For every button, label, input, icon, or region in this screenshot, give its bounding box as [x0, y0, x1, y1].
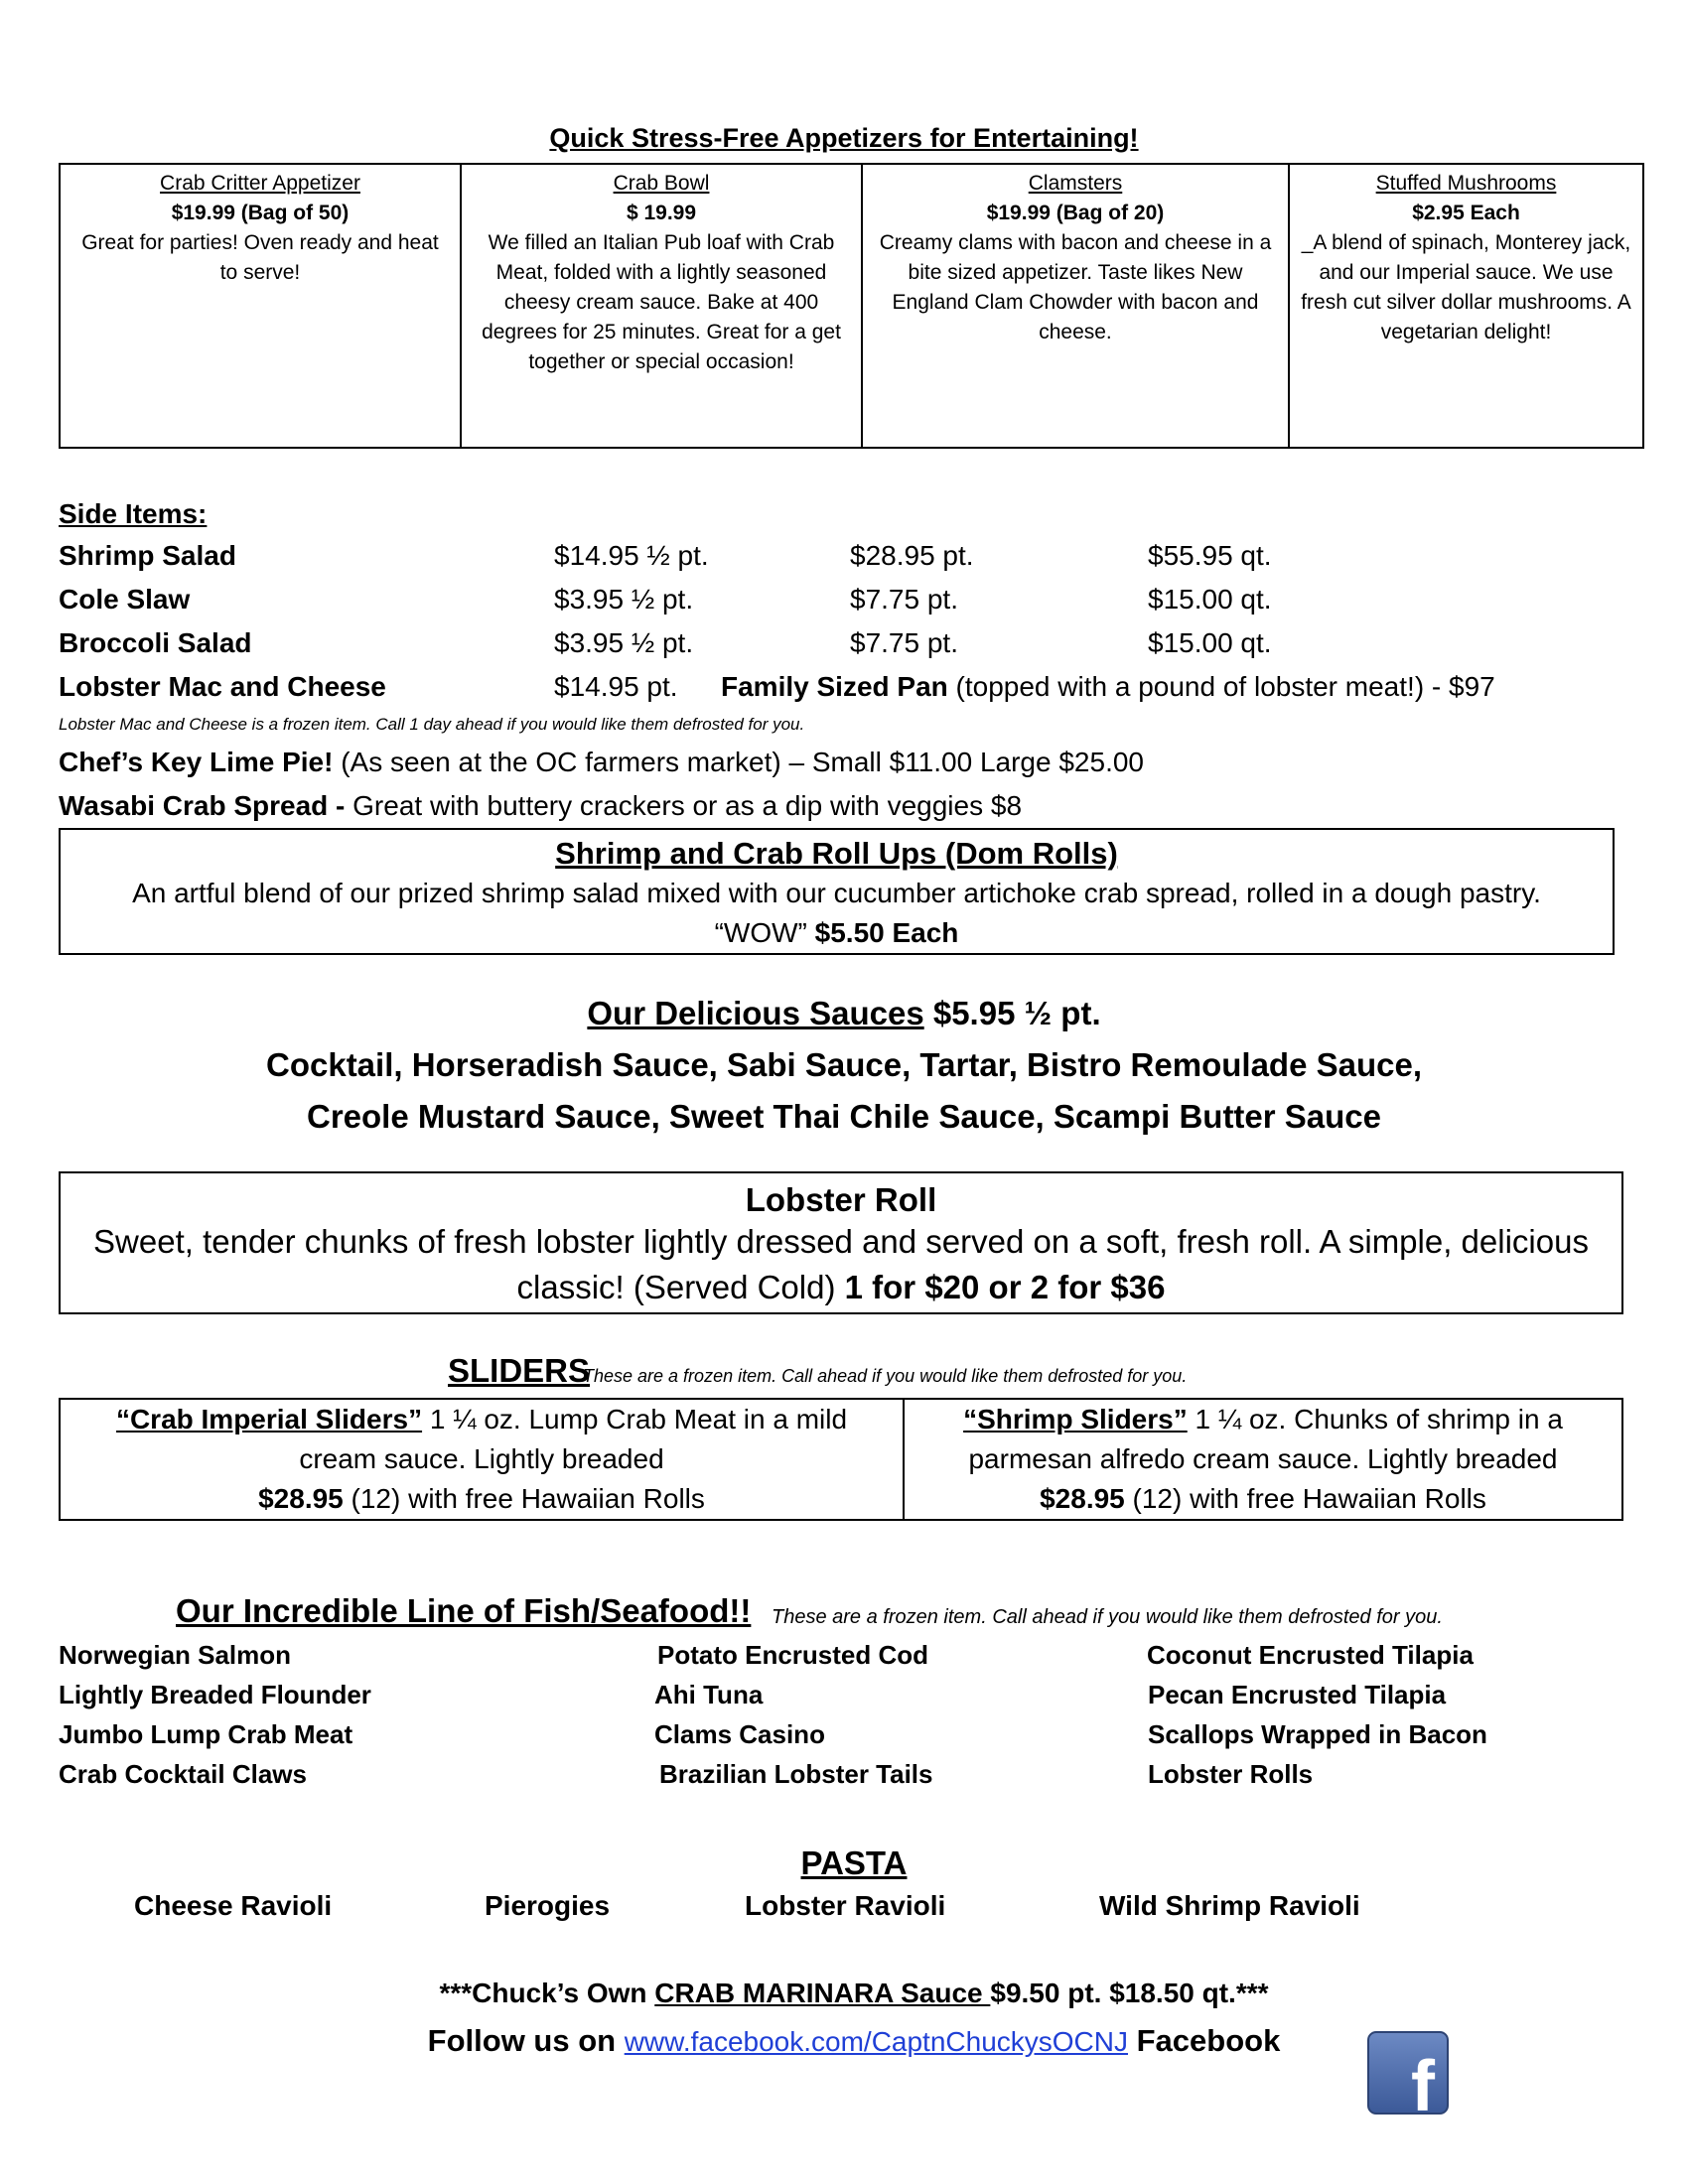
appetizers-title: Quick Stress-Free Appetizers for Entertaining! [549, 123, 1139, 153]
facebook-link[interactable]: www.facebook.com/CaptnChuckysOCNJ [624, 2026, 1128, 2057]
side-item-name: Shrimp Salad [59, 540, 236, 571]
appetizer-name: Crab Bowl [613, 172, 710, 195]
dom-rolls-box [59, 828, 1615, 955]
pasta-heading: PASTA [800, 1844, 908, 1881]
fish-item: Crab Cocktail Claws [59, 1759, 307, 1789]
side-item-row-mac [59, 671, 1667, 715]
fish-heading: Our Incredible Line of Fish/Seafood!! [176, 1592, 752, 1629]
side-item-quart-price: $55.95 qt. [1148, 540, 1272, 571]
slider-suffix: (12) with free Hawaiian Rolls [343, 1483, 705, 1514]
lobster-roll-price: 1 for $20 or 2 for $36 [844, 1269, 1166, 1305]
side-item-half-price: $3.95 ½ pt. [554, 584, 694, 614]
sauces-list-line: Cocktail, Horseradish Sauce, Sabi Sauce, Tartar, Bistro Remoulade Sauce, [266, 1046, 1422, 1083]
fish-item: Pecan Encrusted Tilapia [1148, 1680, 1447, 1709]
side-item-quart-price: $15.00 qt. [1148, 584, 1272, 614]
side-item-quart-price: $15.00 qt. [1148, 627, 1272, 658]
dom-rolls-desc: An artful blend of our prized shrimp salad mixed with our cucumber artichoke crab spread, rolled in a dough pastry. “WOW” [132, 878, 1541, 948]
lobster-mac-note: Lobster Mac and Cheese is a frozen item. Call 1 day ahead if you would like them defrosted for you. [59, 715, 805, 734]
appetizer-cell [60, 164, 461, 448]
key-lime-desc: (As seen at the OC farmers market) – Small $11.00 Large $25.00 [333, 747, 1144, 777]
lobster-roll-desc: Sweet, tender chunks of fresh lobster lightly dressed and served on a soft, fresh roll. A simple, delicious classic! (Served Cold) [93, 1223, 1589, 1305]
key-lime-pie-line [59, 747, 1144, 778]
side-item-name: Lobster Mac and Cheese [59, 671, 386, 702]
side-items-heading: Side Items: [59, 498, 208, 529]
sauces-list-line: Creole Mustard Sauce, Sweet Thai Chile Sauce, Scampi Butter Sauce [306, 1098, 1382, 1135]
dom-rolls-desc-wrap [61, 874, 1613, 953]
marinara-price: $9.50 pt. $18.50 qt.*** [990, 1978, 1269, 2008]
wasabi-desc: Great with buttery crackers or as a dip with veggies $8 [345, 790, 1023, 821]
appetizer-cell [461, 164, 862, 448]
marinara-prefix: ***Chuck’s Own [439, 1978, 655, 2008]
pasta-item: Lobster Ravioli [745, 1890, 946, 1921]
wasabi-line [59, 790, 1022, 822]
sliders-heading: SLIDERS [448, 1352, 591, 1389]
side-item-pint-price: $28.95 pt. [850, 540, 974, 571]
lobster-roll-box [59, 1171, 1623, 1314]
facebook-icon-letter: f [1411, 2047, 1435, 2115]
side-item-name: Cole Slaw [59, 584, 191, 614]
fish-item: Norwegian Salmon [59, 1640, 292, 1670]
family-pan-text [721, 671, 1495, 703]
slider-desc: 1 ¼ oz. Lump Crab Meat in a mild cream sauce. Lightly breaded [299, 1404, 848, 1474]
dom-rolls-title: Shrimp and Crab Roll Ups (Dom Rolls) [555, 836, 1118, 871]
side-item-pint-price: $14.95 pt. [554, 671, 678, 702]
appetizer-price: $ 19.99 [626, 202, 697, 224]
facebook-icon[interactable] [1367, 2031, 1449, 2115]
side-item-half-price: $14.95 ½ pt. [554, 540, 709, 571]
pasta-item: Cheese Ravioli [134, 1890, 333, 1921]
appetizer-desc: Creamy clams with bacon and cheese in a bite sized appetizer. Taste likes New England Clam Chowder with bacon and cheese. [879, 231, 1272, 343]
sauces-title: Our Delicious Sauces [587, 995, 924, 1031]
fish-item: Jumbo Lump Crab Meat [59, 1719, 353, 1749]
fish-item: Ahi Tuna [654, 1680, 764, 1709]
appetizer-cell [1289, 164, 1643, 448]
appetizer-name: Stuffed Mushrooms [1375, 172, 1557, 195]
key-lime-name: Chef’s Key Lime Pie! [59, 747, 334, 777]
side-item-row [59, 584, 1667, 627]
wasabi-name: Wasabi Crab Spread - [59, 790, 346, 821]
appetizer-name: Clamsters [1028, 172, 1123, 195]
appetizer-desc: _A blend of spinach, Monterey jack, and our Imperial sauce. We use fresh cut silver dollar mushrooms. A vegetarian delight! [1301, 231, 1631, 343]
slider-name: “Crab Imperial Sliders” [115, 1404, 423, 1434]
fish-item: Scallops Wrapped in Bacon [1148, 1719, 1487, 1749]
appetizer-price: $2.95 Each [1412, 202, 1520, 224]
slider-cell [904, 1399, 1622, 1520]
slider-price: $28.95 [258, 1483, 344, 1514]
side-item-pint-price: $7.75 pt. [850, 584, 958, 614]
appetizer-price: $19.99 (Bag of 20) [986, 202, 1165, 224]
pasta-item: Pierogies [485, 1890, 611, 1921]
appetizer-desc: We filled an Italian Pub loaf with Crab Meat, folded with a lightly seasoned cheesy cream sauce. Bake at 400 degrees for 25 minutes. Great for a get together or special occasion! [482, 231, 841, 373]
family-pan-desc: (topped with a pound of lobster meat!) - $97 [947, 671, 1495, 702]
side-item-row [59, 540, 1667, 584]
fish-item: Potato Encrusted Cod [657, 1640, 929, 1670]
sliders-table [59, 1398, 1623, 1521]
lobster-roll-title: Lobster Roll [745, 1181, 937, 1218]
appetizer-price: $19.99 (Bag of 50) [171, 202, 350, 224]
sliders-note: These are a frozen item. Call ahead if you would like them defrosted for you. [583, 1366, 1188, 1386]
sauces-title-line [0, 995, 1688, 1032]
appetizer-desc: Great for parties! Oven ready and heat to serve! [81, 231, 439, 284]
family-pan-label: Family Sized Pan [721, 671, 948, 702]
marinara-name: CRAB MARINARA Sauce [654, 1978, 991, 2008]
fish-item: Brazilian Lobster Tails [659, 1759, 933, 1789]
side-item-row [59, 627, 1667, 671]
pasta-item: Wild Shrimp Ravioli [1099, 1890, 1360, 1921]
fish-item: Lightly Breaded Flounder [59, 1680, 371, 1709]
dom-rolls-price: $5.50 Each [814, 917, 959, 948]
side-item-pint-price: $7.75 pt. [850, 627, 958, 658]
follow-prefix: Follow us on [427, 2023, 625, 2058]
follow-suffix: Facebook [1128, 2023, 1281, 2058]
crab-marinara-line [0, 1978, 1688, 2009]
appetizer-name: Crab Critter Appetizer [160, 172, 360, 195]
slider-name: “Shrimp Sliders” [963, 1404, 1188, 1434]
slider-price: $28.95 [1040, 1483, 1125, 1514]
slider-cell [60, 1399, 904, 1520]
slider-desc: 1 ¼ oz. Chunks of shrimp in a parmesan alfredo cream sauce. Lightly breaded [968, 1404, 1563, 1474]
slider-suffix: (12) with free Hawaiian Rolls [1124, 1483, 1486, 1514]
appetizers-table [59, 163, 1644, 449]
sauces-price: $5.95 ½ pt. [923, 995, 1101, 1031]
appetizer-cell [862, 164, 1289, 448]
fish-item: Clams Casino [654, 1719, 825, 1749]
side-item-half-price: $3.95 ½ pt. [554, 627, 694, 658]
fish-item: Lobster Rolls [1148, 1759, 1314, 1789]
fish-item: Coconut Encrusted Tilapia [1147, 1640, 1474, 1670]
fish-note: These are a frozen item. Call ahead if you would like them defrosted for you. [772, 1606, 1443, 1628]
lobster-roll-desc-wrap [61, 1219, 1621, 1310]
side-item-name: Broccoli Salad [59, 627, 252, 658]
